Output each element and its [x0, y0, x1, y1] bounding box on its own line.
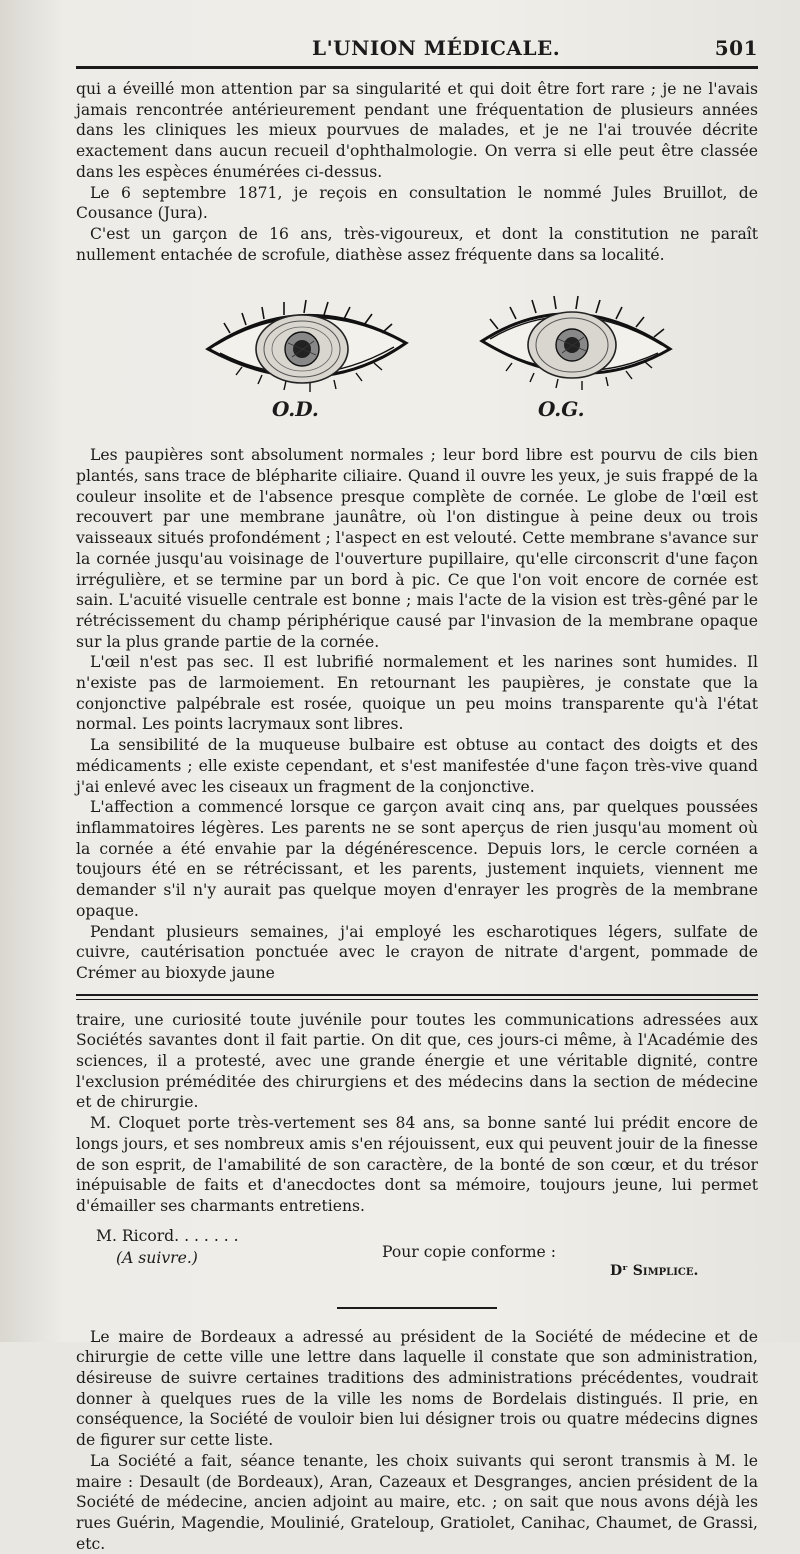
right-eye-engraving: [202, 289, 412, 399]
signature-block: [76, 1217, 758, 1281]
page-number: 501: [714, 36, 758, 60]
paragraph: L'affection a commencé lorsque ce garçon avait cinq ans, par quelques poussées inflammatoires légères. Les parents ne se sont aperçus de rien jusqu'au moment où la cornée a été envahie par la dégénérescence. Depuis lors, le cercle cornéen a toujours été en se rétrécissant, et les parents, justement inquiets, viennent me demander s'il n'y aurait pas quelque moyen d'enrayer les progrès de la membrane opaque.: [76, 798, 758, 920]
right-eye-label: O.D.: [272, 397, 319, 422]
feuilleton-paragraph: traire, une curiosité toute juvénile pour toutes les communications adressées aux Sociétés savantes dont il fait partie. On dit que, ces jours-ci même, à l'Académie des sciences, il a protesté, avec une grande énergie et une véritable dignité, contre l'exclusion préméditée des chirurgiens et des médecins dans la section de médecine et de chirurgie.: [76, 1010, 758, 1112]
left-eye-label: O.G.: [538, 397, 585, 422]
running-head: [76, 30, 758, 64]
feuilleton-paragraph: M. Cloquet porte très-vertement ses 84 ans, sa bonne santé lui prédit encore de longs jours, et ses nombreux amis s'en réjouissent, eux qui peuvent jouir de la finesse de son esprit, de l'amabilité de son caractère, de la bonté de son cœur, et du trésor inépuisable de faits et d'anecdoctes dont sa mémoire, toujours jeune, lui permet d'émailler ses charmants entretiens.: [76, 1114, 758, 1215]
signer-name: Dʳ Simplice.: [610, 1262, 699, 1279]
header-rule: [76, 66, 758, 69]
eye-figure: [76, 279, 758, 439]
paragraph: C'est un garçon de 16 ans, très-vigoureux, et dont la constitution ne paraît nullement entachée de scrofule, diathèse assez fréquente dans sa localité.: [76, 224, 758, 264]
paragraph: Les paupières sont absolument normales ; leur bord libre est pourvu de cils bien plantés, sans trace de blépharite ciliaire. Quand il ouvre les yeux, je suis frappé de la couleur insolite et de l'absence presque complète de cornée. Le globe de l'œil est recouvert par une membrane jaunâtre, où l'on distingue à peine deux ou trois vaisseaux situés profondément ; l'aspect en est velouté. Cette membrane s'avance sur la cornée jusqu'au voisinage de l'ouverture pupillaire, qu'elle circonscrit d'une façon irrégulière, et se termine par un bord à pic. Ce que l'on voit encore de cornée est sain. L'acuité visuelle centrale est bonne ; mais l'acte de la vision est très-gêné par le rétrécissement du champ périphérique causé par l'invasion de la membrane opaque sur la plus grande partie de la cornée.: [76, 446, 758, 651]
author-line: M. Ricord. . . . . . .: [96, 1226, 239, 1245]
section-divider: [337, 1307, 497, 1309]
paragraph: Le 6 septembre 1871, je reçois en consultation le nommé Jules Bruillot, de Cousance (Jura).: [76, 183, 758, 223]
paragraph: La sensibilité de la muqueuse bulbaire est obtuse au contact des doigts et des médicaments ; elle existe cependant, et s'est manifestée d'une façon très-vive quand j'ai enlevé avec les ciseaux un fragment de la conjonctive.: [76, 736, 758, 796]
news-paragraph: Le maire de Bordeaux a adressé au président de la Société de médecine et de chirurgie de cette ville une lettre dans laquelle il constate que son administration, désireuse de suivre certaines traditions des administrations précédentes, voudrait donner à quelques rues de la ville les noms de Bordelais distingués. Il prie, en conséquence, la Société de vouloir bien lui désigner trois ou quatre médecins dignes de figurer sur cette liste.: [76, 1327, 758, 1450]
left-eye-engraving: [476, 289, 676, 399]
feuilleton-rule: [76, 994, 758, 1000]
paragraph: qui a éveillé mon attention par sa singularité et qui doit être fort rare ; je ne l'avais jamais rencontrée antérieurement pendant une fréquentation de plusieurs années dans les cliniques les mieux pourvues de malades, et je ne l'ai trouvée décrite exactement dans aucun recueil d'ophthalmologie. On verra si elle peut être classée dans les espèces énumérées ci-dessus.: [76, 80, 758, 181]
paragraph: Pendant plusieurs semaines, j'ai employé les escharotiques légers, sulfate de cuivre, cautérisation ponctuée avec le crayon de nitrate d'argent, pommade de Crémer au bioxyde jaune: [76, 922, 758, 982]
copy-note: Pour copie conforme :: [382, 1242, 556, 1261]
continued-note: (A suivre.): [116, 1248, 198, 1267]
paragraph: L'œil n'est pas sec. Il est lubrifié normalement et les narines sont humides. Il n'existe pas de larmoiement. En retournant les paupières, je constate que la conjonctive palpébrale est rosée, quoique un peu moins transparente qu'à l'état normal. Les points lacrymaux sont libres.: [76, 653, 758, 734]
journal-title: L'UNION MÉDICALE.: [312, 36, 561, 60]
news-paragraph: La Société a fait, séance tenante, les choix suivants qui seront transmis à M. le maire : Desault (de Bordeaux), Aran, Cazeaux et Desgranges, ancien président de la Société de médecine, ancien adjoint au maire, etc. ; on sait que nous avons déjà les rues Guérin, Magendie, Moulinié, Grateloup, Gratiolet, Canihac, Chaumet, de Grassi, etc.: [76, 1451, 758, 1553]
